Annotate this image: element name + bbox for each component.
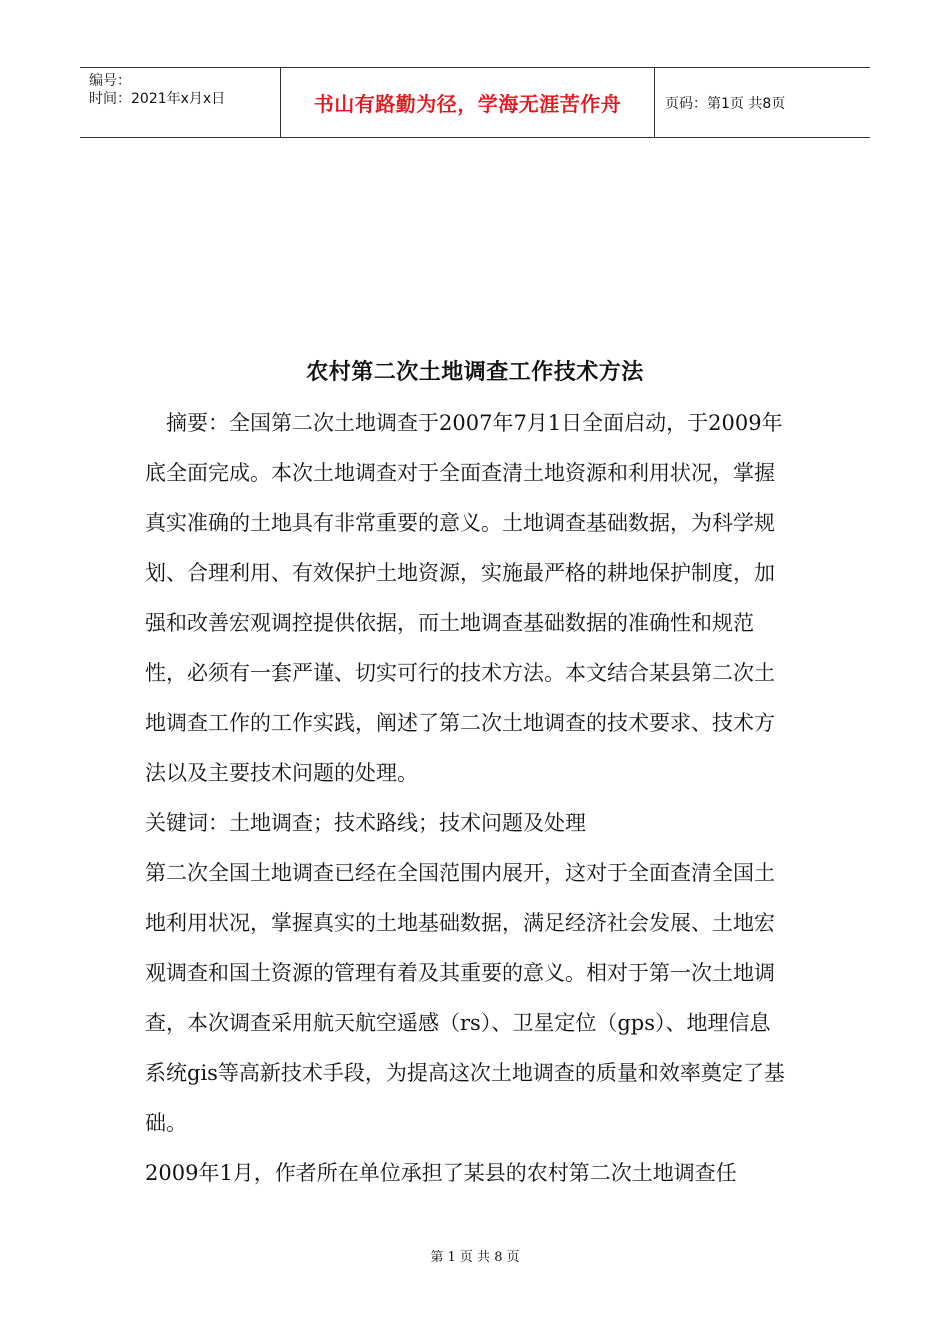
header-info-cell: [80, 68, 281, 137]
number-label: 编号：: [89, 73, 131, 89]
time-label: 时间：2021年x月x日: [89, 91, 226, 107]
abstract-paragraph: 摘要：全国第二次土地调查于2007年7月1日全面启动，于2009年底全面完成。本次土地调查对于全面查清土地资源和利用状况，掌握真实准确的土地具有非常重要的意义。土地调查基础数据，为科学规划、合理利用、有效保护土地资源，实施最严格的耕地保护制度，加强和改善宏观调控提供依据，而土地调查基础数据的准确性和规范性，必须有一套严谨、切实可行的技术方法。本文结合某县第二次土地调查工作的工作实践，阐述了第二次土地调查的技术要求、技术方法以及主要技术问题的处理。: [145, 411, 783, 785]
document-title: 农村第二次土地调查工作技术方法: [306, 360, 644, 385]
body-paragraph: 第二次全国土地调查已经在全国范围内展开，这对于全面查清全国土地利用状况，掌握真实的土地基础数据，满足经济社会发展、土地宏观调查和国土资源的管理有着及其重要的意义。相对于第一次土地调查，本次调查采用航天航空遥感（rs）、卫星定位（gps）、地理信息系统gis等高新技术手段，为提高这次土地调查的质量和效率奠定了基础。: [145, 861, 785, 1135]
document-body: [145, 398, 790, 1198]
keywords-line: 关键词：土地调查；技术路线；技术问题及处理: [145, 811, 586, 835]
header-page-code: 页码：第1页 共8页: [665, 95, 786, 112]
header-motto: 书山有路勤为径，学海无涯苦作舟: [281, 68, 655, 137]
document-header: [80, 67, 870, 138]
body-paragraph: 2009年1月，作者所在单位承担了某县的农村第二次土地调查任: [145, 1161, 737, 1185]
page-footer: 第 1 页 共 8 页: [430, 1250, 520, 1265]
